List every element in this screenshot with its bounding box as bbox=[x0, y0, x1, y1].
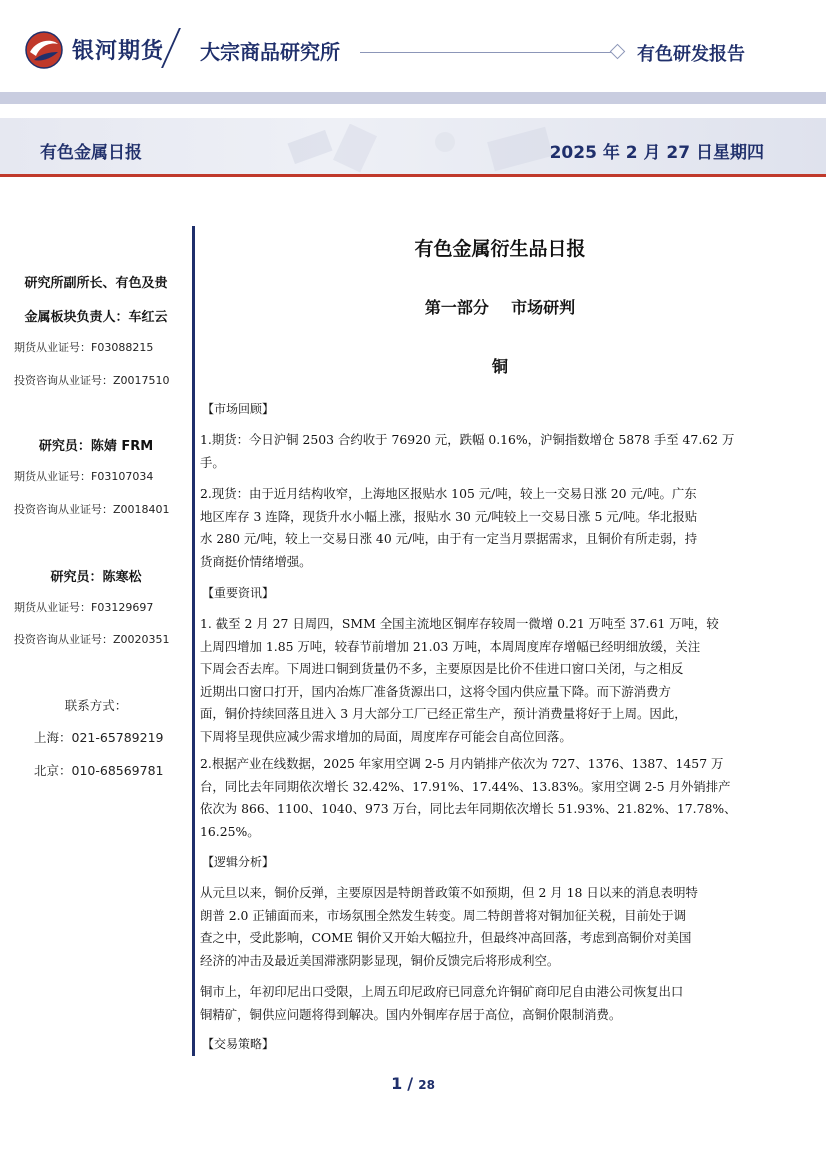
researcher1-futures-cert: 期货从业证号：F03107034 bbox=[14, 470, 154, 483]
text-line: 铜精矿，铜供应问题将得到解决。国内外铜库存居于高位，高铜价限制消费。 bbox=[200, 1006, 622, 1022]
review-paragraph-spot bbox=[200, 483, 782, 573]
contact-beijing: 北京：010-68569781 bbox=[34, 763, 164, 778]
text-line: 经济的冲击及最近美国滞涨阴影显现，铜价反馈完后将形成利空。 bbox=[200, 952, 560, 968]
text-line: 手。 bbox=[200, 454, 225, 470]
text-line: 从元旦以来，铜价反弹，主要原因是特朗普政策不如预期，但 2 月 18 日以来的消息表明特 bbox=[200, 885, 698, 900]
contact-shanghai: 上海：021-65789219 bbox=[34, 730, 164, 745]
text-line: 下周会否去库。下周进口铜到货量仍不多，主要原因是比价不佳进口窗口关闭，与之相反 bbox=[200, 661, 684, 677]
text-line: 1.期货：今日沪铜 2503 合约收于 76920 元，跌幅 0.16%，沪铜指数增仓 5878 手至 47.62 万 bbox=[200, 432, 735, 447]
researcher2-invest-cert: 投资咨询从业证号：Z0020351 bbox=[14, 633, 170, 646]
page-header bbox=[0, 0, 826, 92]
text-line: 面，铜价持续回落且进入 3 月大部分工厂已经正常生产，预计消费量将好于上周。因此， bbox=[200, 706, 687, 722]
part-title: 第一部分 市场研判 bbox=[424, 298, 576, 317]
report-date: 2025 年 2 月 27 日星期四 bbox=[549, 143, 764, 163]
page-current: 1 bbox=[391, 1074, 403, 1093]
review-paragraph-futures bbox=[200, 429, 782, 474]
text-line: 货商挺价情绪增强。 bbox=[200, 553, 312, 569]
text-line: 下周将呈现供应减少需求增加的局面，周度库存可能会自高位回落。 bbox=[200, 728, 572, 744]
title-rule bbox=[0, 174, 826, 177]
lead-title-line1: 研究所副所长、有色及贵 bbox=[24, 276, 168, 291]
text-line: 铜市上，年初印尼出口受限，上周五印尼政府已同意允许铜矿商印尼自由港公司恢复出口 bbox=[200, 984, 684, 999]
section-market-review: 【市场回顾】 bbox=[202, 402, 275, 416]
title-bar bbox=[0, 118, 826, 174]
news-paragraph-inventory bbox=[200, 613, 782, 749]
text-line: 水 280 元/吨，较上一交易日涨 40 元/吨，由于有一定当月票据需求，且铜价有所走弱，持 bbox=[200, 531, 698, 547]
section-key-news: 【重要资讯】 bbox=[202, 586, 275, 600]
header-band bbox=[0, 92, 826, 104]
logic-paragraph-supply bbox=[200, 981, 782, 1026]
text-line: 上周四增加 1.85 万吨，较春节前增加 21.03 万吨，本周周度库存增幅已经明细放缓，关注 bbox=[200, 638, 701, 654]
contact-label: 联系方式： bbox=[64, 698, 128, 713]
page-separator: / bbox=[407, 1074, 414, 1093]
text-line: 台，同比去年同期依次增长 32.42%、17.91%、17.44%、13.83%。家用空调 2-5 月外销排产 bbox=[200, 778, 731, 794]
text-line: 1. 截至 2 月 27 日周四，SMM 全国主流地区铜库存较周一微增 0.21 万吨至 37.61 万吨，较 bbox=[200, 616, 719, 631]
researcher1-title: 研究员：陈婧 FRM bbox=[38, 439, 154, 454]
news-paragraph-aircon bbox=[200, 753, 782, 843]
text-line: 2.现货：由于近月结构收窄，上海地区报贴水 105 元/吨，较上一交易日涨 20 元/吨。广东 bbox=[200, 486, 697, 501]
section-trading-strategy: 【交易策略】 bbox=[202, 1037, 275, 1051]
page-number bbox=[0, 1074, 826, 1093]
decorative-shapes-icon bbox=[230, 124, 570, 174]
text-line: 地区库存 3 连降，现货升水小幅上涨，报贴水 30 元/吨较上一交易日涨 5 元/吨。华北报贴 bbox=[200, 508, 698, 524]
galaxy-logo-icon bbox=[24, 30, 64, 70]
text-line: 16.25%。 bbox=[200, 823, 260, 839]
researcher1-invest-cert: 投资咨询从业证号：Z0018401 bbox=[14, 503, 170, 516]
text-line: 查之中，受此影响，COME 铜价又开始大幅拉升，但最终冲高回落，考虑到高铜价对美国 bbox=[200, 930, 692, 946]
brand-name: 银河期货 bbox=[72, 39, 165, 64]
report-type: 有色研发报告 bbox=[637, 44, 745, 65]
metal-title: 铜 bbox=[491, 357, 508, 376]
text-line: 近期出口窗口打开，国内冶炼厂准备货源出口，这将令国内供应量下降。而下游消费方 bbox=[200, 683, 671, 699]
lead-futures-cert: 期货从业证号：F03088215 bbox=[14, 341, 154, 354]
text-line: 朗普 2.0 正铺面而来，市场氛围全然发生转变。周二特朗普将对铜加征关税，目前处于调 bbox=[200, 907, 687, 923]
document-title: 有色金属衍生品日报 bbox=[414, 238, 586, 260]
brand-divider bbox=[161, 28, 181, 68]
text-line: 2.根据产业在线数据，2025 年家用空调 2-5 月内销排产依次为 727、1376、1387、1457 万 bbox=[200, 756, 724, 771]
researcher2-title: 研究员：陈寒松 bbox=[50, 570, 142, 585]
page-total: 28 bbox=[418, 1078, 435, 1092]
institute-name: 大宗商品研究所 bbox=[200, 40, 340, 64]
lead-title-line2: 金属板块负责人：车红云 bbox=[24, 310, 168, 325]
text-line: 依次为 866、1100、1040、973 万台，同比去年同期依次增长 51.93%、21.82%、17.78%、 bbox=[200, 801, 737, 817]
logic-paragraph-trump bbox=[200, 882, 782, 972]
daily-report-name: 有色金属日报 bbox=[40, 143, 142, 163]
researcher2-futures-cert: 期货从业证号：F03129697 bbox=[14, 601, 154, 614]
sidebar-divider bbox=[192, 226, 195, 1056]
diamond-icon bbox=[610, 44, 626, 60]
header-rule bbox=[360, 52, 618, 53]
section-logic-analysis: 【逻辑分析】 bbox=[202, 855, 275, 869]
lead-invest-cert: 投资咨询从业证号：Z0017510 bbox=[14, 374, 170, 387]
